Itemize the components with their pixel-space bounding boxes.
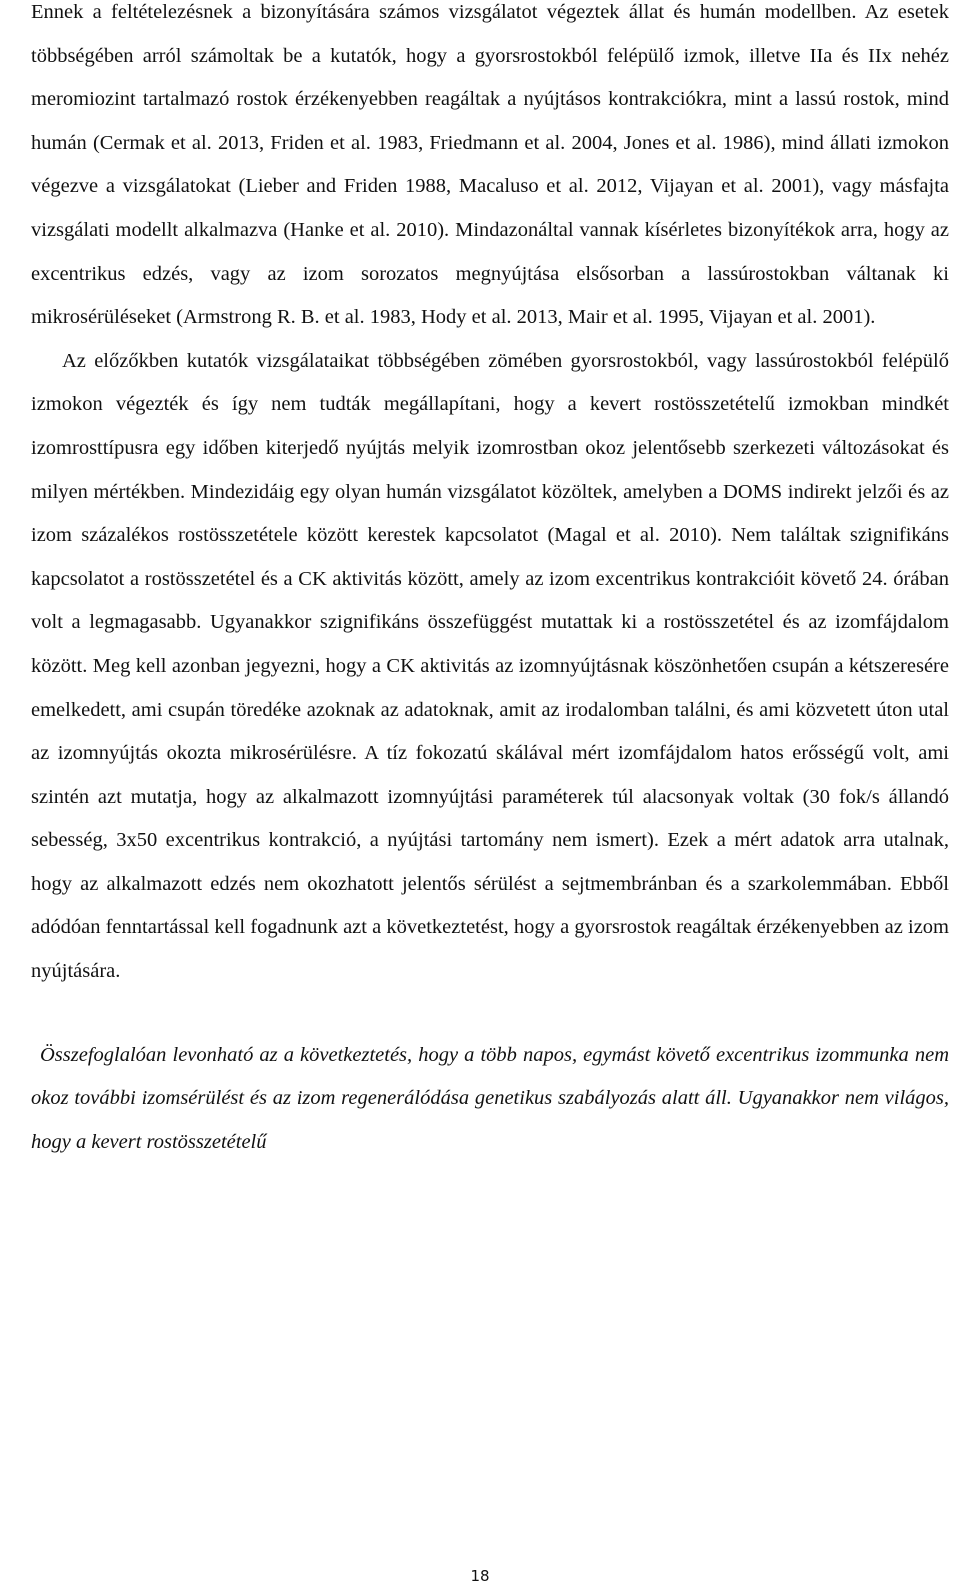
body-paragraph-1: Ennek a feltételezésnek a bizonyítására számos vizsgálatot végeztek állat és humán modellben. Az esetek többségében arról számoltak be a kutatók, hogy a gyorsrostokból felépülő izmok, illetve IIa és IIx nehéz meromiozint tartalmazó rostok érzékenyebben reagáltak a nyújtásos kontrakciókra, mint a lassú rostok, mind humán (Cermak et al. 2013, Friden et al. 1983, Friedmann et al. 2004, Jones et al. 1986), mind állati izmokon végezve a vizsgálatokat (Lieber and Friden 1988, Macaluso et al. 2012, Vijayan et al. 2001), vagy másfajta vizsgálati modellt alkalmazva (Hanke et al. 2010). Mindazonáltal vannak kísérletes bizonyítékok arra, hogy az excentrikus edzés, vagy az izom sorozatos megnyújtása elsősorban a lassúrostokban váltanak ki mikrosérüléseket (Armstrong R. B. et al. 1983, Hody et al. 2013, Mair et al. 1995, Vijayan et al. 2001).: [31, 1, 949, 329]
body-paragraph-2: Az előzőkben kutatók vizsgálataikat többségében zömében gyorsrostokból, vagy lassúrostokból felépülő izmokon végezték és így nem tudták megállapítani, hogy a kevert rostösszetételű izmokban mindkét izomrosttípusra egy időben kiterjedő nyújtás melyik izomrostban okoz jelentősebb szerkezeti változásokat és milyen mértékben. Mindezidáig egy olyan humán vizsgálatot közöltek, amelyben a DOMS indirekt jelzői és az izom százalékos rostösszetétele között kerestek kapcsolatot (Magal et al. 2010). Nem találtak szignifikáns kapcsolatot a rostösszetétel és a CK aktivitás között, amely az izom excentrikus kontrakcióit követő 24. órában volt a legmagasabb. Ugyanakkor szignifikáns összefüggést mutattak ki a rostösszetétel és az izomfájdalom között. Meg kell azonban jegyezni, hogy a CK aktivitás az izomnyújtásnak köszönhetően csupán a kétszeresére emelkedett, ami csupán töredéke azoknak az adatoknak, amit az irodalomban találni, és ami közvetett úton utal az izomnyújtás okozta mikrosérülésre. A tíz fokozatú skálával mért izomfájdalom hatos erősségű volt, ami szintén azt mutatja, hogy az alkalmazott izomnyújtási paraméterek túl alacsonyak voltak (30 fok/s állandó sebesség, 3x50 excentrikus kontrakció, a nyújtási tartomány nem ismert). Ezek a mért adatok arra utalnak, hogy az alkalmazott edzés nem okozhatott jelentős sérülést a sejtmembránban és a szarkolemmában. Ebből adódóan fenntartással kell fogadnunk azt a következtetést, hogy a gyorsrostok reagáltak érzékenyebben az izom nyújtására.: [31, 349, 949, 983]
document-body: [31, 0, 949, 1164]
summary-paragraph: Összefoglalóan levonható az a következtetés, hogy a több napos, egymást követő excentrikus izommunka nem okoz további izomsérülést és az izom regenerálódása genetikus szabályozás alatt áll. Ugyanakkor nem világos, hogy a kevert rostösszetételű: [31, 1043, 949, 1153]
page-number: 18: [470, 1567, 490, 1585]
